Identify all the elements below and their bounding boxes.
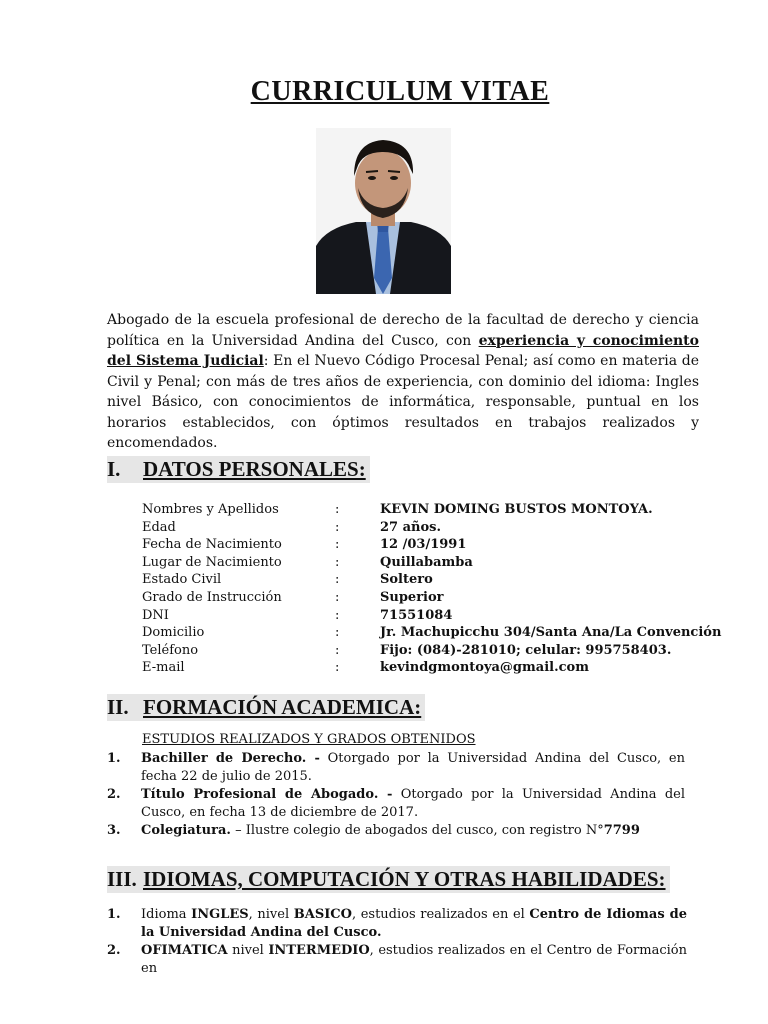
item-bold: BASICO xyxy=(293,907,352,922)
field-separator: : xyxy=(335,625,340,641)
academic-subtitle: ESTUDIOS REALIZADOS Y GRADOS OBTENIDOS xyxy=(142,732,476,747)
list-item xyxy=(107,786,685,822)
field-value: KEVIN DOMING BUSTOS MONTOYA. xyxy=(380,502,653,517)
field-label: DNI xyxy=(142,607,169,623)
field-separator: : xyxy=(335,554,340,570)
item-title: Título Profesional de Abogado. - xyxy=(141,787,393,802)
item-text: Idioma xyxy=(141,907,192,922)
section-number: II. xyxy=(107,695,129,719)
field-label: Lugar de Nacimiento xyxy=(142,554,282,570)
academic-list xyxy=(107,750,685,840)
section-skills-heading xyxy=(107,866,670,893)
section-title: FORMACIÓN ACADEMICA: xyxy=(143,695,422,719)
field-label: Teléfono xyxy=(142,642,199,658)
list-item xyxy=(107,942,687,978)
document-title: CURRICULUM VITAE xyxy=(250,76,550,107)
field-separator: : xyxy=(335,537,340,553)
item-bold: OFIMATICA xyxy=(141,943,228,958)
field-value: Soltero xyxy=(380,572,433,588)
item-number: 2. xyxy=(107,787,121,802)
item-text: , estudios realizados en el Centro de Formación en xyxy=(141,943,687,976)
item-number: 1. xyxy=(107,907,121,922)
item-number: 1. xyxy=(107,751,121,766)
field-value: 71551084 xyxy=(380,607,453,623)
field-separator: : xyxy=(335,642,340,658)
field-label: Fecha de Nacimiento xyxy=(142,537,282,553)
item-text: , nivel xyxy=(248,907,294,922)
field-label: E-mail xyxy=(142,660,185,676)
field-label: Grado de Instrucción xyxy=(142,589,282,605)
item-text: – Ilustre colegio de abogados del cusco, con registro N° xyxy=(230,823,604,838)
item-text: , estudios realizados en el xyxy=(351,907,530,922)
field-label: Edad xyxy=(142,519,176,535)
summary-text-1: Abogado de la escuela profesional de derecho de la facultad de derecho y ciencia política en la Universidad Andina del Cusco, con xyxy=(107,312,699,349)
item-bold: INGLES xyxy=(191,907,249,922)
section-number: I. xyxy=(107,457,121,481)
item-text: nivel xyxy=(227,943,269,958)
field-separator: : xyxy=(335,660,340,676)
field-label: Nombres y Apellidos xyxy=(142,502,279,517)
field-value: Fijo: (084)-281010; celular: 995758403. xyxy=(380,642,672,658)
field-separator: : xyxy=(335,607,340,623)
item-bold: INTERMEDIO xyxy=(268,943,370,958)
item-text: Otorgado por la Universidad Andina del Cusco, en fecha 13 de diciembre de 2017. xyxy=(141,787,685,820)
field-value: Jr. Machupicchu 304/Santa Ana/La Convención xyxy=(380,625,722,641)
item-bold: Centro de Idiomas de la Universidad Andina del Cusco. xyxy=(141,907,688,940)
field-separator: : xyxy=(335,572,340,588)
field-value: 12 /03/1991 xyxy=(380,537,467,553)
field-separator: : xyxy=(335,519,340,535)
section-academic-heading xyxy=(107,694,425,721)
summary-text-2: : En el Nuevo Código Procesal Penal; así como en materia de Civil y Penal; con más de tres años de experiencia, con dominio del idioma: Ingles nivel Básico, con conocimientos de informática, responsable, puntual en los horarios establecidos, con óptimos resultados en trabajos realizados y encomendados. xyxy=(107,353,699,451)
field-separator: : xyxy=(335,502,340,517)
list-item xyxy=(107,822,685,840)
field-value: Superior xyxy=(380,589,444,605)
section-title: DATOS PERSONALES: xyxy=(143,457,366,481)
item-number: 3. xyxy=(107,823,121,838)
field-value: Quillabamba xyxy=(380,554,473,570)
item-title: Bachiller de Derecho. - xyxy=(141,751,320,766)
list-item xyxy=(107,906,687,942)
list-item xyxy=(107,750,685,786)
field-label: Domicilio xyxy=(142,625,205,641)
item-text: Otorgado por la Universidad Andina del Cusco, en fecha 22 de julio de 2015. xyxy=(141,751,685,784)
summary-highlight: experiencia y conocimiento del Sistema Judicial xyxy=(107,332,699,369)
item-number: 2. xyxy=(107,943,121,958)
section-title: IDIOMAS, COMPUTACIÓN Y OTRAS HABILIDADES: xyxy=(143,867,666,891)
field-value: kevindgmontoya@gmail.com xyxy=(380,660,589,676)
profile-summary xyxy=(107,310,699,454)
section-personal-heading xyxy=(107,456,370,483)
field-separator: : xyxy=(335,589,340,605)
field-label: Estado Civil xyxy=(142,572,222,588)
registry-number: 7799 xyxy=(603,823,640,838)
item-title: Colegiatura. xyxy=(141,823,231,838)
section-number: III. xyxy=(107,867,137,891)
profile-photo xyxy=(316,128,451,294)
skills-list xyxy=(107,906,687,978)
field-value: 27 años. xyxy=(380,519,442,535)
